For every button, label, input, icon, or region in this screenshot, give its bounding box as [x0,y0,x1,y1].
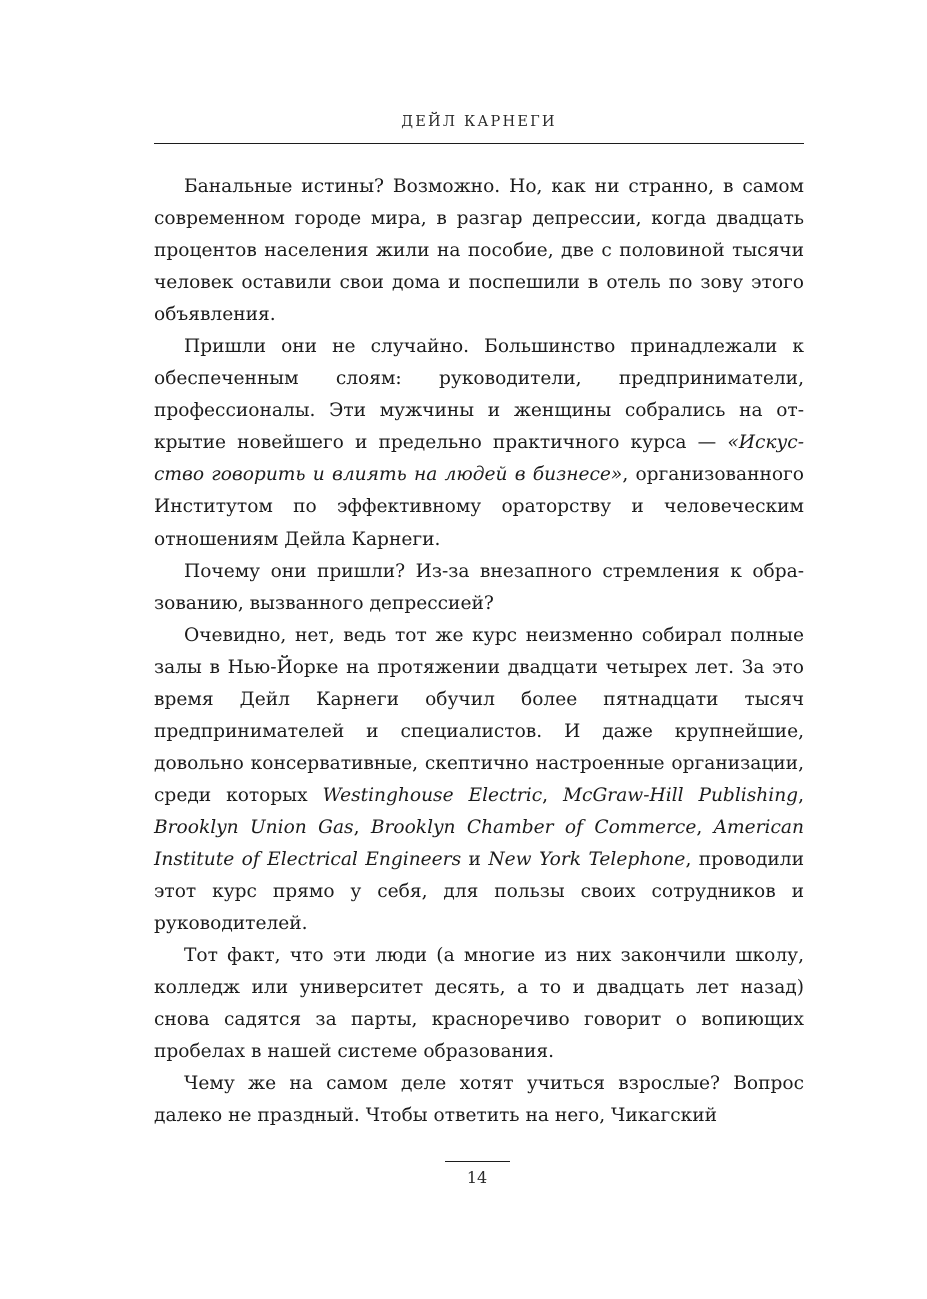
paragraph [154,171,804,331]
text-run: Тот факт, что эти люди (а многие из них закончили школу, колледж или университет десять, а то и двадцать лет назад) снова садятся за парты, красноречиво говорит о вопиющих пробелах в нашей системе образования. [154,945,804,1063]
text-run: , [353,816,371,838]
italic-text-run: Brooklyn Union Gas [154,816,354,838]
running-head-title: ДЕЙЛ КАРНЕГИ [401,114,557,130]
header-divider [154,143,804,144]
paragraph [154,1068,804,1132]
text-run: Чему же на самом деле хотят учиться взрослые? Вопрос далеко не праздный. Чтобы ответить на него, Чикагский [154,1073,804,1127]
text-run: Банальные истины? Возможно. Но, как ни странно, в самом современном городе мира, в разгар депрессии, когда двадцать процентов населения жили на пособие, две с половиной тысячи человек оставили свои дома и поспешили в отель по зову этого объявления. [154,176,804,326]
page-number: 14 [466,1168,488,1187]
paragraph [154,331,804,555]
text-run: и [461,848,489,870]
italic-text-run: New York Telephone [488,848,686,870]
italic-text-run: «Искусство говорить и влиять на людей в бизнесе» [154,432,804,486]
paragraph [154,556,804,620]
italic-text-run: Brooklyn Chamber of Commerce [370,816,697,838]
text-run: Очевидно, нет, ведь тот же курс неизменно собирал полные залы в Нью-Йорке на протяжении двадцати четырех лет. За это время Дейл Карнеги обучил более пятнадцати тысяч предпринимателей и специалистов. И даже крупнейшие, довольно консервативные, скептично настроенные организации, среди которых [154,624,804,806]
text-run: Почему они пришли? Из-за внезапного стремления к образованию, вызванного депрессией? [154,560,804,614]
page-body [154,171,804,1132]
text-run: , организованного Институтом по эффективному ораторству и человеческим отношениям Дейла Карнеги. [154,464,804,550]
text-run: , проводили этот курс прямо у себя, для пользы своих сотрудников и руководителей. [154,848,804,935]
footer-divider [445,1161,510,1162]
text-run: , [542,784,563,806]
paragraph [154,940,804,1068]
text-run: Пришли они не случайно. Большинство принадлежали к обеспеченным слоям: руководители, предприниматели, профессионалы. Эти мужчины и женщины собрались на открытие новейшего и предельно практичного курса — [154,336,804,454]
text-run: , [696,816,714,838]
italic-text-run: McGraw-Hill Publishing [563,784,799,806]
italic-text-run: Westinghouse Electric [322,784,543,806]
text-run: , [798,784,804,806]
italic-text-run: American Institute of Electrical Engineers [154,816,804,870]
paragraph [154,620,804,940]
